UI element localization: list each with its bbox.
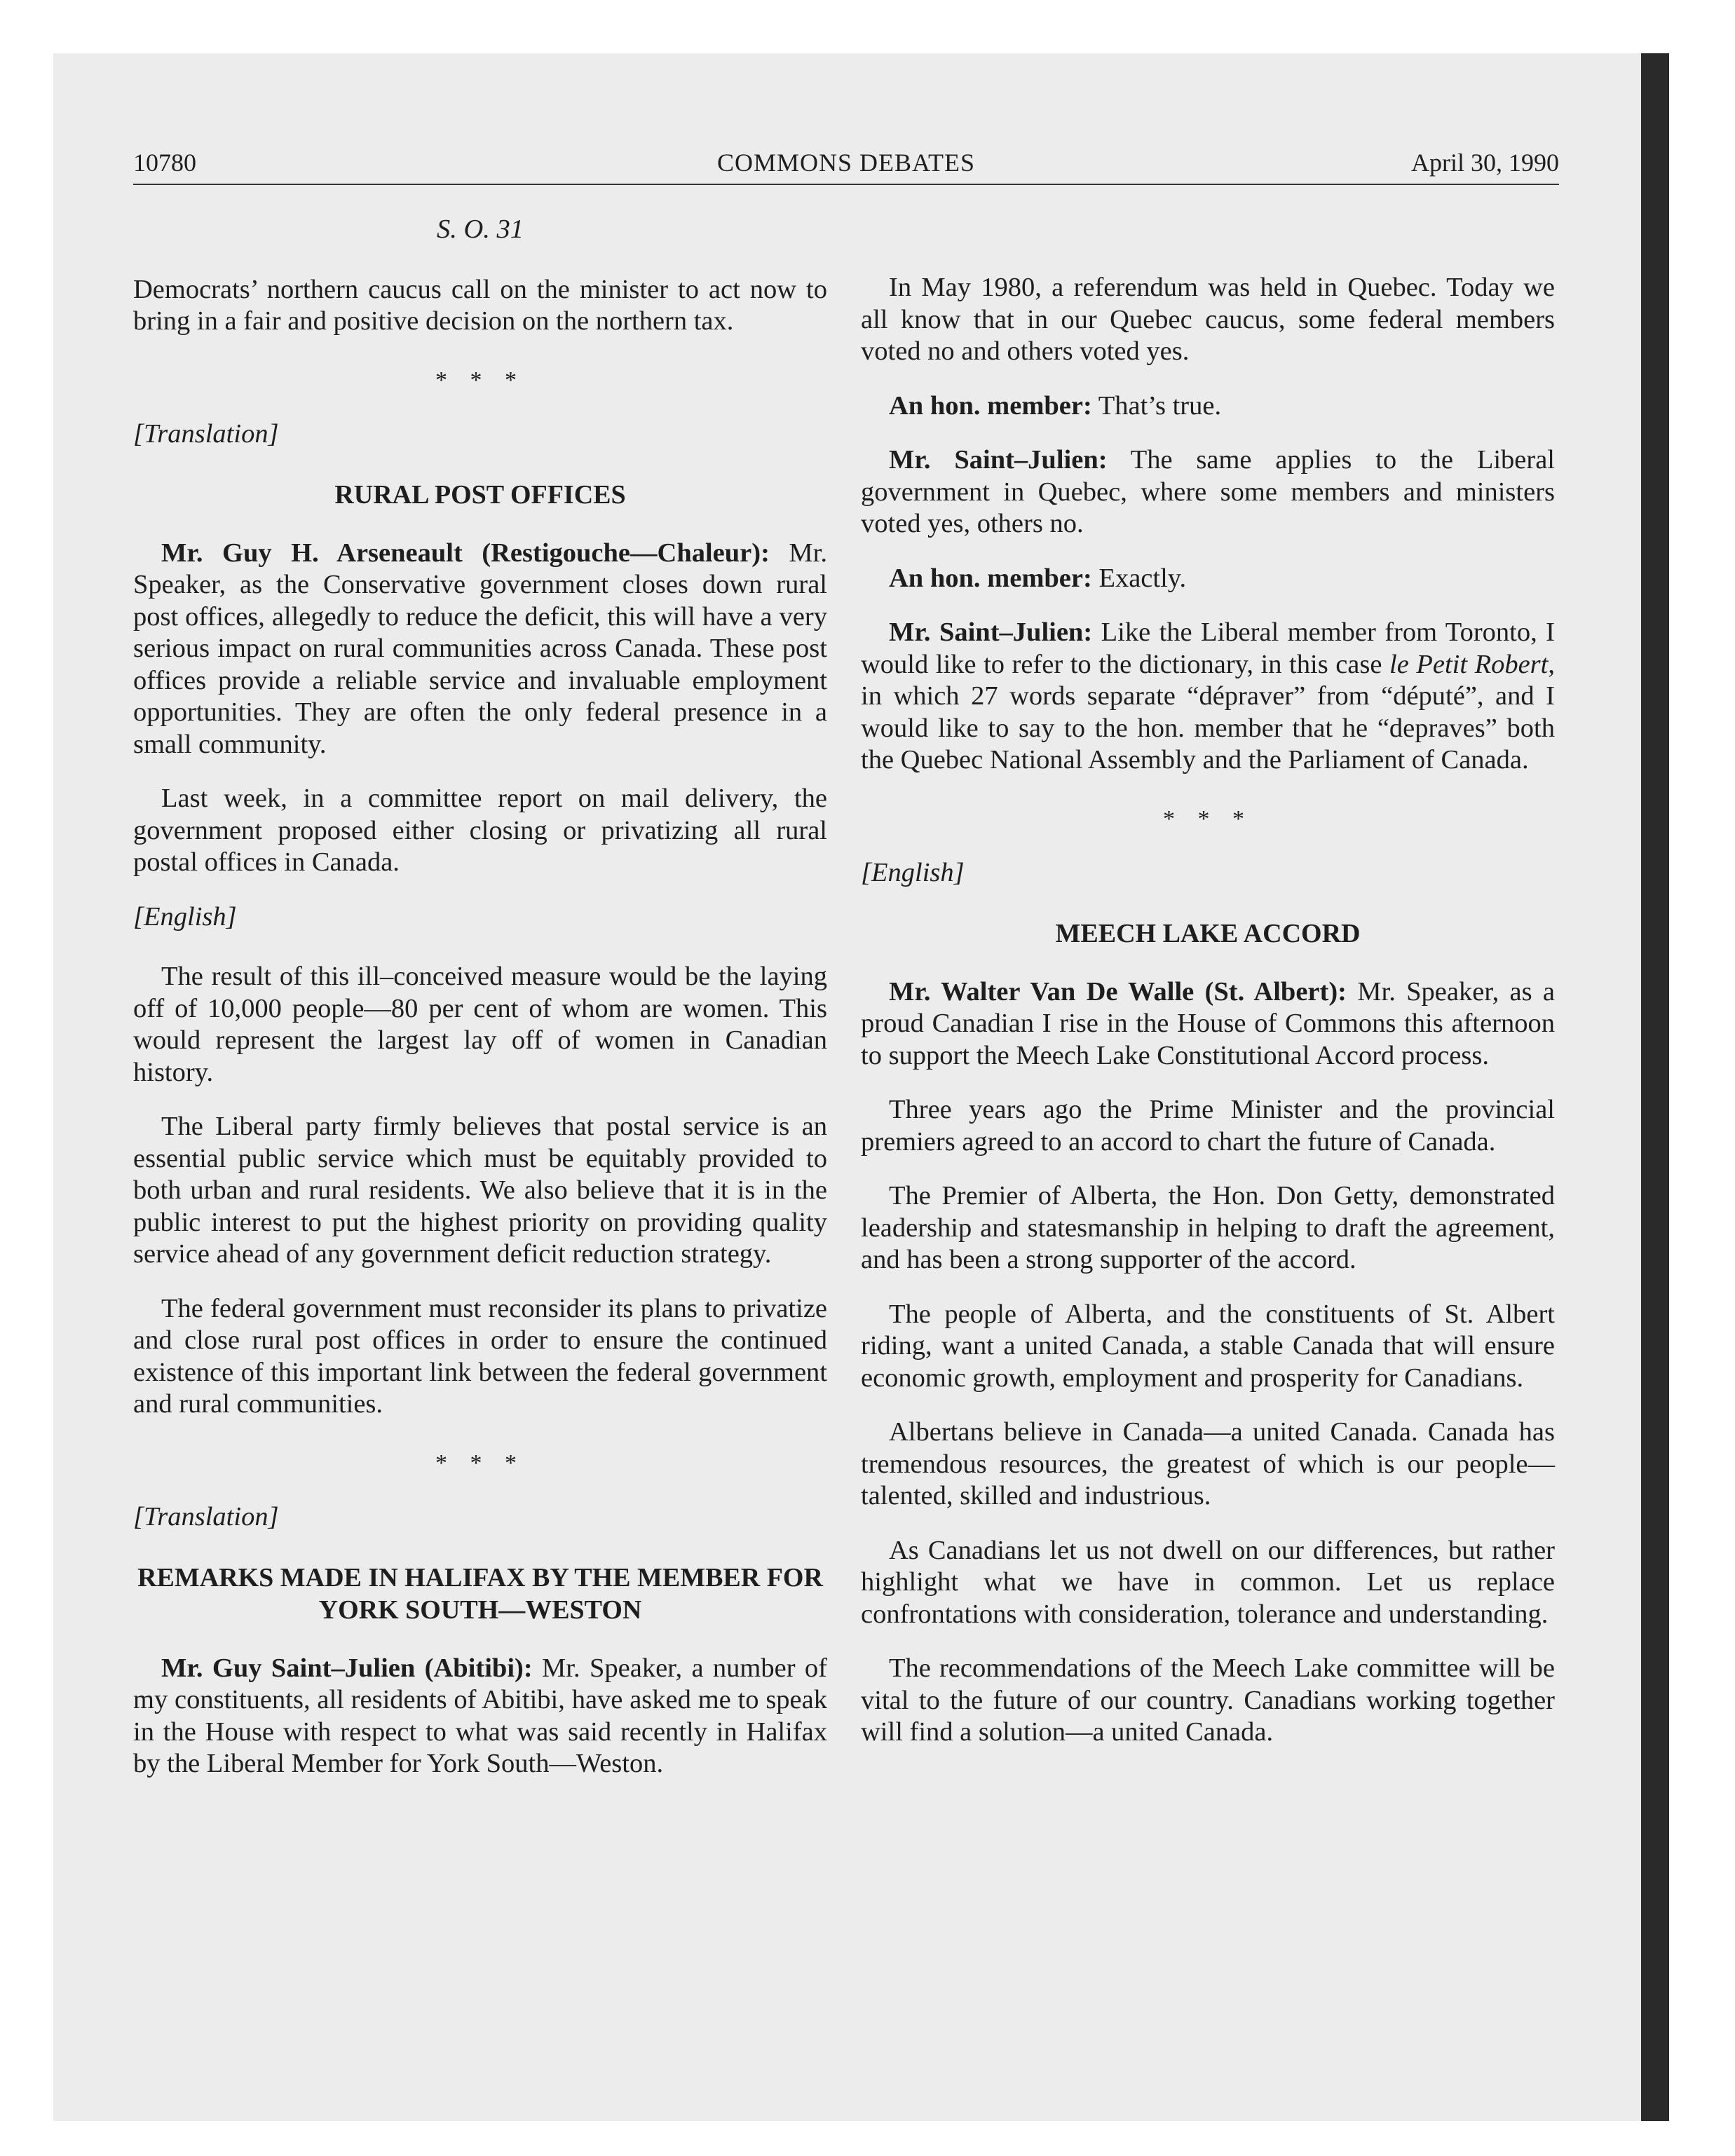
- paragraph: Mr. Saint–Julien: Like the Liberal member from Toronto, I would like to refer to the dictionary, in this case le Petit Robert, in which 27 words separate “dépraver” from “député”, and I would like to say to the hon. member that he “depraves” both the Quebec National Assembly and the Parliament of Canada.: [861, 618, 1555, 775]
- publication-title: COMMONS DEBATES: [716, 149, 976, 177]
- speaker-name: Mr. Walter Van De Walle (St. Albert):: [889, 976, 1347, 1007]
- paragraph: Mr. Guy H. Arseneault (Restigouche—Chaleur): Mr. Speaker, as the Conservative government closes down rural post offices, allegedly to reduce the deficit, this will have a very serious impact on rural communities across Canada. These post offices provide a reliable service and invaluable employment opportunities. They are often the only federal presence in a small community.: [133, 538, 827, 759]
- speaker-name: An hon. member:: [889, 563, 1092, 593]
- standing-order-label: S. O. 31: [436, 214, 524, 244]
- paragraph: Mr. Guy Saint–Julien (Abitibi): Mr. Speaker, a number of my constituents, all residents of Abitibi, have asked me to speak in the House with respect to what was said recently in Halifax by the Liberal Member for York South—Weston.: [133, 1653, 827, 1778]
- dictionary-title: le Petit Robert: [1389, 649, 1549, 679]
- paragraph: The Liberal party firmly believes that postal service is an essential public service which must be equitably provided to both urban and rural residents. We also believe that it is in the public interest to put the highest priority on providing quality service ahead of any government deficit reduction strategy.: [133, 1112, 827, 1269]
- right-column: [861, 272, 1555, 1771]
- speaker-name: Mr. Guy Saint–Julien (Abitibi):: [161, 1653, 533, 1683]
- paragraph: The people of Alberta, and the constituents of St. Albert riding, want a united Canada, a stable Canada that will ensure economic growth, employment and prosperity for Canadians.: [861, 1299, 1555, 1393]
- language-marker: [Translation]: [133, 419, 279, 449]
- language-marker: [English]: [861, 858, 965, 887]
- page-header: [133, 143, 1559, 185]
- paragraph: An hon. member: Exactly.: [889, 563, 1187, 593]
- paragraph: Democrats’ northern caucus call on the minister to act now to bring in a fair and positive decision on the northern tax.: [133, 274, 827, 336]
- page-number: 10780: [133, 149, 196, 177]
- paragraph: The result of this ill–conceived measure would be the laying off of 10,000 people—80 per cent of whom are women. This would represent the largest lay off of women in Canadian history.: [133, 962, 827, 1087]
- section-separator: * * *: [1163, 805, 1253, 832]
- paragraph: Mr. Walter Van De Walle (St. Albert): Mr. Speaker, as a proud Canadian I rise in the House of Commons this afternoon to support the Meech Lake Constitutional Accord process.: [861, 976, 1556, 1070]
- paragraph: Albertans believe in Canada—a united Canada. Canada has tremendous resources, the greatest of which is our people—talented, skilled and industrious.: [861, 1417, 1555, 1510]
- speaker-name: Mr. Saint–Julien:: [889, 618, 1093, 647]
- section-separator: * * *: [435, 367, 525, 393]
- paragraph: Three years ago the Prime Minister and the provincial premiers agreed to an accord to chart the future of Canada.: [861, 1095, 1555, 1157]
- paragraph: The recommendations of the Meech Lake committee will be vital to the future of our country. Canadians working together will find a solution—a united Canada.: [861, 1653, 1555, 1747]
- speaker-name: Mr. Guy H. Arseneault (Restigouche—Chaleur):: [161, 538, 770, 568]
- paragraph: Mr. Saint–Julien: The same applies to the Liberal government in Quebec, where some members and ministers voted yes, others no.: [861, 445, 1555, 538]
- section-heading: MEECH LAKE ACCORD: [1055, 918, 1361, 948]
- language-marker: [English]: [133, 901, 237, 932]
- paragraph: An hon. member: That’s true.: [889, 390, 1222, 421]
- paragraph: Last week, in a committee report on mail delivery, the government proposed either closing or privatizing all rural postal offices in Canada.: [133, 784, 827, 877]
- paragraph: The federal government must reconsider its plans to privatize and close rural post offices in order to ensure the continued existence of this important link between the federal government and rural communities.: [133, 1293, 827, 1419]
- section-separator: * * *: [435, 1449, 525, 1476]
- publication-date: April 30, 1990: [1411, 149, 1559, 177]
- section-heading: RURAL POST OFFICES: [334, 479, 626, 510]
- scan-edge-strip: [1641, 53, 1669, 2121]
- paragraph: In May 1980, a referendum was held in Quebec. Today we all know that in our Quebec caucus, some federal members voted no and others voted yes.: [861, 273, 1555, 366]
- speaker-name: Mr. Saint–Julien:: [889, 445, 1108, 475]
- speaker-name: An hon. member:: [889, 390, 1092, 421]
- paragraph: As Canadians let us not dwell on our differences, but rather highlight what we have in common. Let us replace confrontations with consideration, tolerance and understanding.: [861, 1535, 1555, 1629]
- left-column: [133, 214, 827, 1803]
- header-rule: [133, 184, 1559, 185]
- paragraph: The Premier of Alberta, the Hon. Don Getty, demonstrated leadership and statesmanship in helping to draft the agreement, and has been a strong supporter of the accord.: [861, 1181, 1555, 1274]
- section-heading: REMARKS MADE IN HALIFAX BY THE MEMBER FOR YORK SOUTH—WESTON: [137, 1562, 823, 1625]
- language-marker: [Translation]: [133, 1502, 279, 1531]
